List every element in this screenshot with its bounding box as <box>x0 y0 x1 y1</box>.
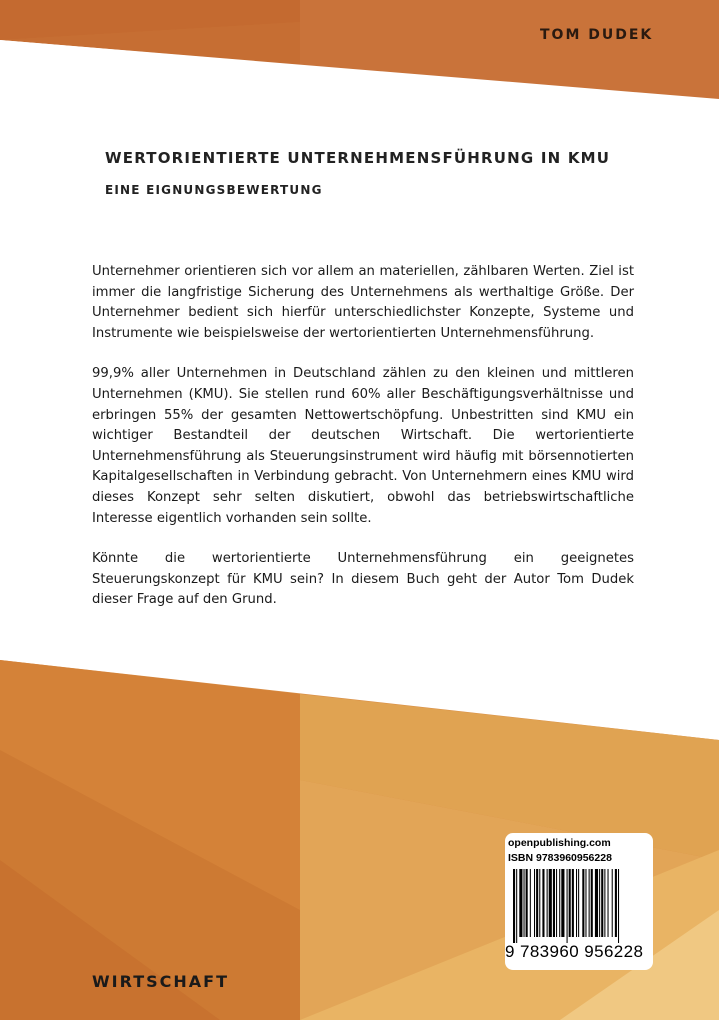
barcode-bar <box>576 869 577 937</box>
barcode-bar <box>516 869 517 943</box>
blurb-paragraph: Könnte die wertorientierte Unternehmensführung ein geeignetes Steuerungskonzept für KMU sein? In diesem Buch geht der Autor Tom Dudek dieser Frage auf den Grund. <box>92 551 634 608</box>
barcode-bar <box>595 869 598 937</box>
barcode-bar <box>567 869 568 943</box>
barcode-bar <box>582 869 584 937</box>
blurb-paragraph: 99,9% aller Unternehmen in Deutschland zählen zu den kleinen und mittleren Unternehmen (KMU). Sie stellen rund 60% aller Beschäftigungsverhältnisse und erbringen 55% der gesamten Nettowertschöpfung. Unbestritten sind KMU ein wichtiger Bestandteil der deutschen Wirtschaft. Die wertorientierte Unternehmensführung als Steuerungsinstrument wird häufig mit börsennotierten Kapitalgesellschaften in Verbindung gebracht. Von Unternehmern eines KMU wird dieses Konzept sehr selten diskutiert, obwohl das betriebswirtschaftliche Interesse eigentlich vorhanden sein sollte. <box>92 366 634 526</box>
barcode-bar <box>553 869 555 937</box>
barcode-bar <box>615 869 617 937</box>
barcode-bar <box>601 869 603 937</box>
barcode-bar <box>536 869 538 937</box>
barcode-bar <box>578 869 579 937</box>
barcode-bar <box>549 869 552 937</box>
barcode-bar <box>513 869 515 943</box>
barcode-bar <box>599 869 600 937</box>
top-color-band <box>0 0 719 100</box>
barcode-bar <box>542 869 544 937</box>
barcode-bar <box>618 869 619 943</box>
blurb-text <box>92 262 634 631</box>
author-name: TOM DUDEK <box>540 27 654 43</box>
barcode-bar <box>530 869 531 937</box>
barcode-bar <box>569 869 571 937</box>
barcode-bar <box>585 869 586 937</box>
barcode-bar <box>612 869 613 937</box>
barcode-bar <box>547 869 548 937</box>
barcode-bar <box>589 869 590 937</box>
barcode-bar <box>591 869 593 937</box>
barcode-icon <box>509 869 649 943</box>
isbn-label: ISBN 9783960956228 <box>508 852 612 864</box>
barcode-bar <box>534 869 535 937</box>
barcode-bar <box>539 869 540 937</box>
publisher-url: openpublishing.com <box>508 837 611 849</box>
book-title: WERTORIENTIERTE UNTERNEHMENSFÜHRUNG IN KMU <box>105 149 611 167</box>
isbn-barcode-block <box>505 833 653 970</box>
barcode-bar <box>526 869 528 937</box>
barcode-bar <box>608 869 609 937</box>
barcode-digits: 9 783960 956228 <box>505 942 644 961</box>
barcode-bar <box>559 869 560 937</box>
barcode-bar <box>556 869 557 937</box>
barcode-bar <box>572 869 574 937</box>
barcode-bar <box>524 869 525 937</box>
barcode-bar <box>604 869 605 937</box>
blurb-paragraph: Unternehmer orientieren sich vor allem an materiellen, zählbaren Werten. Ziel ist immer die langfristige Sicherung des Unternehmens als werthaltige Größe. Der Unternehmer bedient sich hierfür unterschiedlichster Konzepte, Systeme und Instrumente wie beispielsweise der wertorientierten Unternehmensführung. <box>92 264 634 341</box>
category-label: WIRTSCHAFT <box>92 972 229 991</box>
barcode-bar <box>519 869 522 937</box>
barcode-bar <box>561 869 564 937</box>
book-subtitle: EINE EIGNUNGSBEWERTUNG <box>105 183 323 197</box>
